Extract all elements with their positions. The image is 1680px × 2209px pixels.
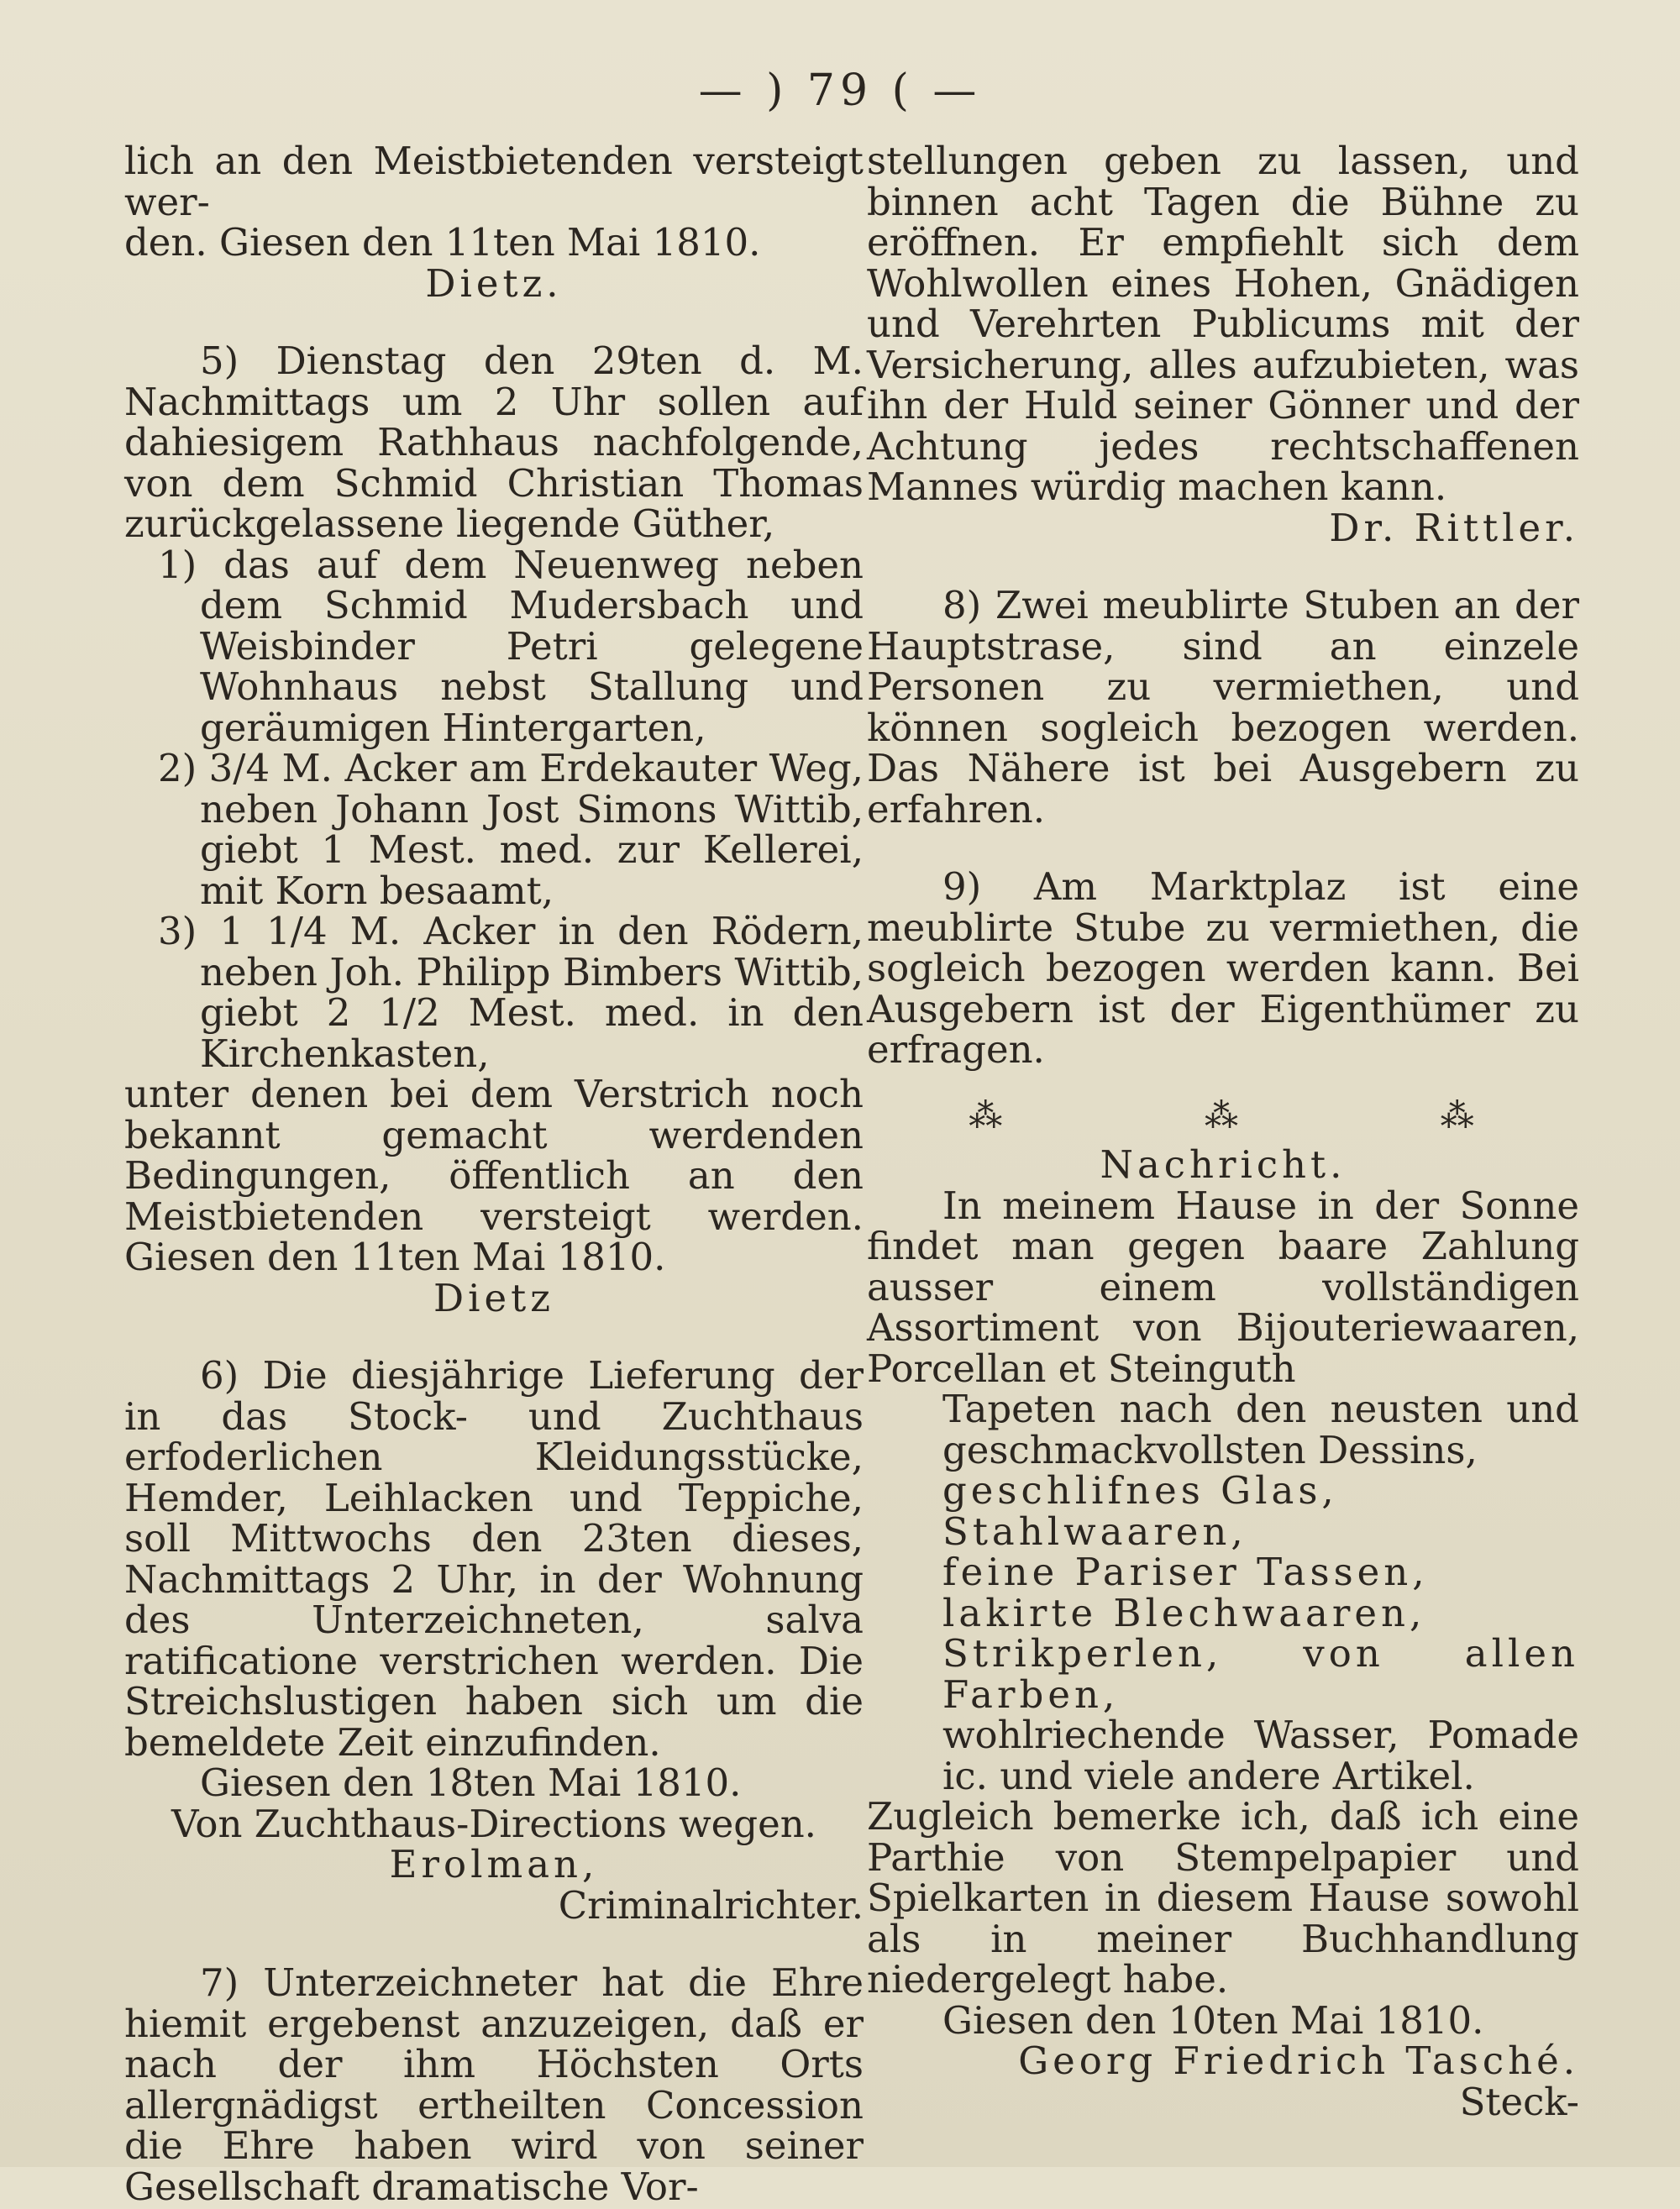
left-column (124, 141, 864, 2207)
asterism-1: ⁂ (969, 1096, 1006, 1136)
notice-7-signature: Dr. Rittler. (1329, 505, 1579, 550)
notice-5-item-1: 1) das auf dem Neuenweg neben dem Schmid Mudersbach und Weisbinder Petri gelegene Wohnhaus nebst Stallung und geräumigen Hintergarten, (158, 542, 864, 750)
notice-5-intro: 5) Dienstag den 29ten d. M. Nachmittags um 2 Uhr sollen auf dahiesigem Rathhaus nachfolgende, von dem Schmid Christian Thomas zurückgelassene liegende Güther, (124, 338, 864, 546)
notice-7-start: 7) Unterzeichneter hat die Ehre hiemit ergebenst anzuzeigen, daß er nach der ihm Höchsten Orts allergnädigst ertheilten Concession die Ehre haben wird von seiner Gesellschaft dramatische Vor- (124, 1960, 864, 2209)
notice-9-body: 9) Am Marktplaz ist eine meublirte Stube zu vermiethen, die sogleich bezogen werden kann. Bei Ausgebern ist der Eigenthümer zu erfragen. (867, 864, 1579, 1072)
notice-7-continued: stellungen geben zu lassen, und binnen acht Tagen die Bühne zu eröffnen. Er empfiehlt sich dem Wohlwollen eines Hohen, Gnädigen und Verehrten Publicums mit der Versicherung, alles aufzubieten, was ihn der Huld seiner Gönner und der Achtung jedes rechtschaffenen Mannes würdig machen kann. (867, 139, 1579, 509)
notice-4-end-line-1: lich an den Meistbietenden versteigt wer- (124, 139, 864, 224)
goods-item-1: Tapeten nach den neusten und geschmackvollsten Dessins, (942, 1387, 1579, 1472)
nachricht-notice: Zugleich bemerke ich, daß ich eine Parthie von Stempelpapier und Spielkarten in diesem Hause sowohl als in meiner Buchhandlung niedergelegt habe. (867, 1794, 1579, 2002)
right-column (867, 141, 1579, 2122)
notice-8-body: 8) Zwei meublirte Stuben an der Hauptstrase, sind an einzele Personen zu vermiethen, und können sogleich bezogen werden. Das Nähere ist bei Ausgebern zu erfahren. (867, 583, 1579, 832)
notice-5-item-3: 3) 1 1/4 M. Acker in den Rödern, neben Joh. Philipp Bimbers Wittib, giebt 2 1/2 Mest. med. in den Kirchenkasten, (158, 909, 864, 1076)
catchword: Steck- (1459, 2079, 1579, 2124)
goods-item-5: lakirte Blechwaaren, (942, 1590, 1426, 1635)
notice-6-body: 6) Die diesjährige Lieferung der in das Stock- und Zuchthaus erfoderlichen Kleidungsstücke, Hemder, Leihlacken und Teppiche, soll Mittwochs den 23ten dieses, Nachmittags 2 Uhr, in der Wohnung des Unterzeichneten, salva ratificatione verstrichen werden. Die Streichslustigen haben sich um die bemeldete Zeit einzufinden. (124, 1353, 864, 1765)
notice-6-signature-1: Von Zuchthaus-Directions wegen. (171, 1801, 816, 1846)
goods-item-2: geschlifnes Glas, (942, 1468, 1338, 1513)
goods-item-6: Strikperlen, von allen Farben, (942, 1631, 1579, 1717)
notice-4-end-line-2: den. Giesen den 11ten Mai 1810. (124, 220, 761, 265)
notice-4-signature: Dietz. (425, 260, 563, 306)
notice-5-close: unter denen bei dem Verstrich noch bekannt gemacht werdenden Bedingungen, öffentlich an den Meistbietenden versteigt werden. Giesen den 11ten Mai 1810. (124, 1072, 864, 1279)
notice-5-item-2: 2) 3/4 M. Acker am Erdekauter Weg, neben Johann Jost Simons Wittib, giebt 1 Mest. med. zur Kellerei, mit Korn besaamt, (158, 746, 864, 913)
nachricht-signature: Georg Friedrich Tasché. (1018, 2038, 1579, 2083)
notice-5-signature: Dietz (433, 1275, 554, 1320)
asterism-3: ⁂ (1440, 1096, 1478, 1136)
goods-item-4: feine Pariser Tassen, (942, 1550, 1429, 1594)
notice-6-date: Giesen den 18ten Mai 1810. (200, 1760, 742, 1805)
page-number-header: — ) 79 ( — (698, 66, 982, 116)
asterism-divider (867, 1096, 1579, 1137)
nachricht-date: Giesen den 10ten Mai 1810. (942, 1997, 1484, 2043)
nachricht-heading: Nachricht. (1100, 1142, 1347, 1187)
goods-item-3: Stahlwaaren, (942, 1509, 1247, 1554)
notice-6-signature-3: Criminalrichter. (558, 1882, 864, 1928)
nachricht-intro: In meinem Hause in der Sonne findet man gegen baare Zahlung ausser einem vollständigen Assortiment von Bijouteriewaaren, Porcellan et Steinguth (867, 1183, 1579, 1391)
goods-item-7: wohlriechende Wasser, Pomade ic. und viele andere Artikel. (942, 1713, 1579, 1798)
notice-6-signature-2: Erolman, (389, 1842, 599, 1886)
asterism-2: ⁂ (1205, 1096, 1242, 1136)
